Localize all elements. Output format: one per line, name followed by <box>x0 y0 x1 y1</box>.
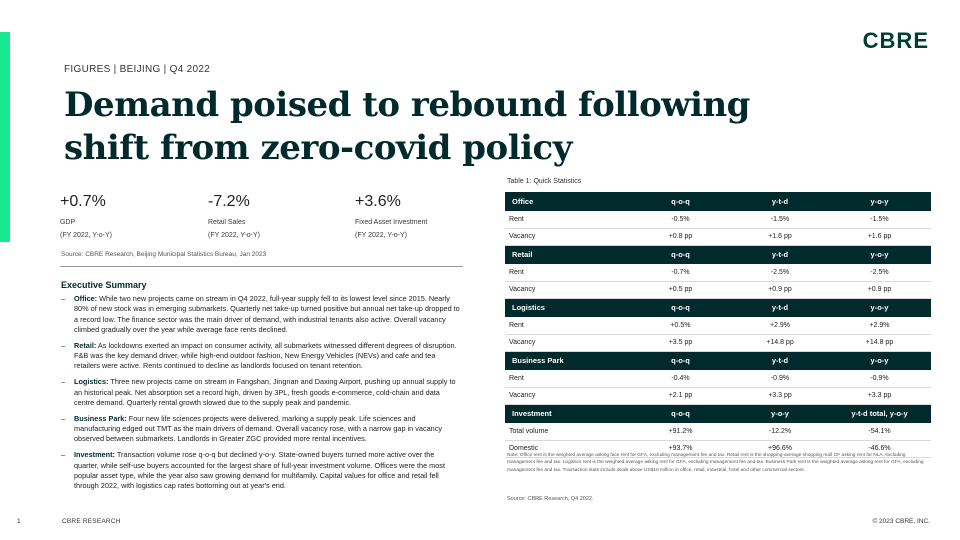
accent-bar <box>0 32 10 242</box>
column-header: y-t-d <box>732 351 828 370</box>
kpi-period: (FY 2022, Y-o-Y) <box>208 232 261 239</box>
row-label: Rent <box>505 264 629 281</box>
table-header-row <box>505 245 931 264</box>
row-label: Total volume <box>505 423 629 440</box>
summary-title: Executive Summary <box>61 280 147 290</box>
table-cell: -54.1% <box>828 423 931 440</box>
column-header: y-o-y <box>828 351 931 370</box>
column-header: y-t-d total, y-o-y <box>828 404 931 423</box>
table-cell: -12.2% <box>732 423 828 440</box>
section-header: Business Park <box>505 351 629 370</box>
table-caption: Table 1: Quick Statistics <box>507 178 582 185</box>
kpi-period: (FY 2022, Y-o-Y) <box>355 232 408 239</box>
table-row <box>505 281 931 298</box>
table-header-row <box>505 192 931 211</box>
kpi-period: (FY 2022, Y-o-Y) <box>60 232 113 239</box>
table-cell: +3.5 pp <box>629 334 732 351</box>
table-row <box>505 228 931 245</box>
footer-brand: CBRE RESEARCH <box>62 518 121 525</box>
table-row <box>505 387 931 404</box>
table-cell: +2.9% <box>732 317 828 334</box>
table-cell: -0.9% <box>828 370 931 387</box>
footer-copyright: © 2023 CBRE, INC. <box>872 518 930 525</box>
row-label: Domestic <box>505 440 629 457</box>
kpi-value: -7.2% <box>208 193 250 210</box>
summary-item-business-park: – Business Park: Four new life sciences projects were delivered, marking a supply peak. Life sciences and manufacturing edged out TMT as the main drivers of demand. Overall vacancy rose, with a narrow gap in vacancy observed between submarkets. Landlords in Greater ZGC provided more rental incentives. <box>61 413 443 444</box>
table-row <box>505 423 931 440</box>
table-row <box>505 317 931 334</box>
column-header: q-o-q <box>629 351 732 370</box>
table-cell: +2.9% <box>828 317 931 334</box>
summary-text: Three new projects came on stream in Fangshan, Jingnan and Daxing Airport, pushing up annual supply to an historical peak. Net absorption set a record high, driven by 3PL, fresh goods e-commerce, cold-chain and data centre demand. Quarterly rental growth slowed due to the supply peak and pandemic. <box>74 377 456 407</box>
table-cell: -46.6% <box>828 440 931 457</box>
column-header: q-o-q <box>629 192 732 211</box>
kpi-source: Source: CBRE Research, Beijing Municipal Statistics Bureau, Jan 2023 <box>61 251 267 258</box>
table-row <box>505 370 931 387</box>
section-header: Retail <box>505 245 629 264</box>
table-cell: -0.7% <box>629 264 732 281</box>
kpi-label: Retail Sales <box>208 219 246 226</box>
summary-text: Four new life sciences projects were delivered, marking a supply peak. Life sciences and manufacturing edged out TMT as the main drivers of demand. Overall vacancy rose, with a narrow gap in vacancy observed between submarkets. Landlords in Greater ZGC provided more rental incentives. <box>74 413 443 444</box>
column-header: y-t-d <box>732 245 828 264</box>
table-cell: -0.9% <box>732 370 828 387</box>
table-header-row <box>505 404 931 423</box>
column-header: y-o-y <box>828 298 931 317</box>
table-cell: +14.8 pp <box>732 334 828 351</box>
row-label: Vacancy <box>505 281 629 298</box>
table-cell: +1.6 pp <box>828 228 931 245</box>
page-number: 1 <box>17 518 21 525</box>
page-title: Demand poised to rebound following shift from zero-covid policy <box>64 85 750 168</box>
table-source: Source: CBRE Research, Q4 2022. <box>507 496 594 502</box>
section-header: Investment <box>505 404 629 423</box>
table-cell: +0.8 pp <box>629 228 732 245</box>
table-cell: +0.9 pp <box>732 281 828 298</box>
summary-lead: Investment: <box>74 450 115 460</box>
table-row <box>505 264 931 281</box>
table-cell: +1.6 pp <box>732 228 828 245</box>
row-label: Vacancy <box>505 228 629 245</box>
kpi-label: GDP <box>60 219 76 226</box>
table-cell: +0.5 pp <box>629 281 732 298</box>
cbre-logo: CBRE <box>862 28 929 53</box>
table-row <box>505 211 931 228</box>
kpi-label: Fixed Asset Investment <box>355 219 428 226</box>
table-cell: +0.5% <box>629 317 732 334</box>
row-label: Rent <box>505 370 629 387</box>
kpi-retail-sales <box>208 193 260 239</box>
row-label: Vacancy <box>505 334 629 351</box>
table-cell: +14.8 pp <box>828 334 931 351</box>
table-cell: +91.2% <box>629 423 732 440</box>
summary-lead: Office: <box>74 294 98 303</box>
table-row <box>505 334 931 351</box>
table-header-row <box>505 351 931 370</box>
column-header: y-t-d <box>732 298 828 317</box>
summary-item-logistics: – Logistics: Three new projects came on stream in Fangshan, Jingnan and Daxing Airport, pushing up annual supply to an historical peak. Net absorption set a record high, driven by 3PL, fresh goods e-commerce, cold-chain and data centre demand. Quarterly rental growth slowed due to the supply peak and pandemic. <box>61 377 456 407</box>
kpi-value: +3.6% <box>355 193 401 210</box>
table-cell: +3.3 pp <box>732 387 828 404</box>
column-header: q-o-q <box>629 245 732 264</box>
summary-lead: Retail: <box>74 340 97 350</box>
summary-text: While two new projects came on stream in Q4 2022, full-year supply fell to its lowest level since 2015. Nearly 80% of new stock was in emerging submarkets. Quarterly net take-up turned positive but annual net take-up dropped to a record low. The finance sector was the main driver of demand, with industrial tenants also active. Overall vacancy climbed gradually over the year while average face rents declined. <box>74 294 460 334</box>
table-cell: -2.5% <box>828 264 931 281</box>
column-header: q-o-q <box>629 404 732 423</box>
column-header: y-o-y <box>732 404 828 423</box>
summary-item-retail: – Retail: As lockdowns exerted an impact on consumer activity, all submarkets witnessed different degrees of disruption. F&B was the key demand driver, while high-end outdoor fashion, New Energy Vehicles (NEVs) and cafe and tea retailers were active. Rents continued to decline as landlords focused on tenant retention. <box>61 340 457 371</box>
table-cell: +3.3 pp <box>828 387 931 404</box>
table-cell: -0.4% <box>629 370 732 387</box>
table-header-row <box>505 298 931 317</box>
summary-text: As lockdowns exerted an impact on consumer activity, all submarkets witnessed different degrees of disruption. F&B was the key demand driver, while high-end outdoor fashion, New Energy Vehicles (NEVs) and cafe and tea retailers were active. Rents continued to decline as landlords focused on tenant retention. <box>74 340 457 371</box>
kpi-row <box>60 193 460 243</box>
kpi-gdp <box>60 193 112 239</box>
column-header: y-o-y <box>828 192 931 211</box>
section-header: Logistics <box>505 298 629 317</box>
summary-item-investment: – Investment: Transaction volume rose q-o-q but declined y-o-y. State-owned buyers turned more active over the quarter, while self-use buyers accounted for the largest share of full-year investment volume. Offices were the most popular asset type, while the year also saw growing demand for multifamily. Capital values for office and retail fell through 2022, with logistics cap rates bottoming out at year's end. <box>61 450 445 491</box>
quick-statistics-table <box>505 192 931 458</box>
row-label: Rent <box>505 211 629 228</box>
table-cell: -1.5% <box>732 211 828 228</box>
summary-text: Transaction volume rose q-o-q but declined y-o-y. State-owned buyers turned more active over the quarter, while self-use buyers accounted for the largest share of full-year investment volume. Offices were the most popular asset type, while the year also saw growing demand for multifamily. Capital values for office and retail fell through 2022, with logistics cap rates bottoming out at year's end. <box>74 450 445 491</box>
table-cell: +96.6% <box>732 440 828 457</box>
table-cell: -1.5% <box>828 211 931 228</box>
table-note: Note: Office rent is the weighted average asking face rent for GFA, excluding management fee and tax. Retail rent is the shopping-average shopping mall GF asking rent for NLA, excluding management fee and tax. Logistics rent is the weighted average asking rent for GFA, excluding management fee and tax. Business Park rent is the weighted average asking rent for GFA, excluding management fee and tax. Transaction stats include deals above US$10 million in office, retail, industrial, hotel and other commercial sectors. <box>507 453 924 473</box>
row-label: Rent <box>505 317 629 334</box>
kpi-value: +0.7% <box>60 193 106 210</box>
summary-item-office: – Office: While two new projects came on stream in Q4 2022, full-year supply fell to its lowest level since 2015. Nearly 80% of new stock was in emerging submarkets. Quarterly net take-up turned positive but annual net take-up dropped to a record low. The finance sector was the main driver of demand, with industrial tenants also active. Overall vacancy climbed gradually over the year while average face rents declined. <box>61 294 460 334</box>
section-header: Office <box>505 192 629 211</box>
column-header: y-o-y <box>828 245 931 264</box>
divider <box>60 266 463 267</box>
table-cell: +93.7% <box>629 440 732 457</box>
summary-lead: Logistics: <box>74 377 109 387</box>
column-header: y-t-d <box>732 192 828 211</box>
column-header: q-o-q <box>629 298 732 317</box>
table-cell: -0.5% <box>629 211 732 228</box>
row-label: Vacancy <box>505 387 629 404</box>
table-cell: +2.1 pp <box>629 387 732 404</box>
eyebrow: FIGURES | BEIJING | Q4 2022 <box>64 64 211 75</box>
executive-summary <box>61 294 461 497</box>
table-cell: +0.9 pp <box>828 281 931 298</box>
kpi-fixed-asset-investment <box>355 193 427 239</box>
table-cell: -2.5% <box>732 264 828 281</box>
summary-lead: Business Park: <box>74 413 127 423</box>
